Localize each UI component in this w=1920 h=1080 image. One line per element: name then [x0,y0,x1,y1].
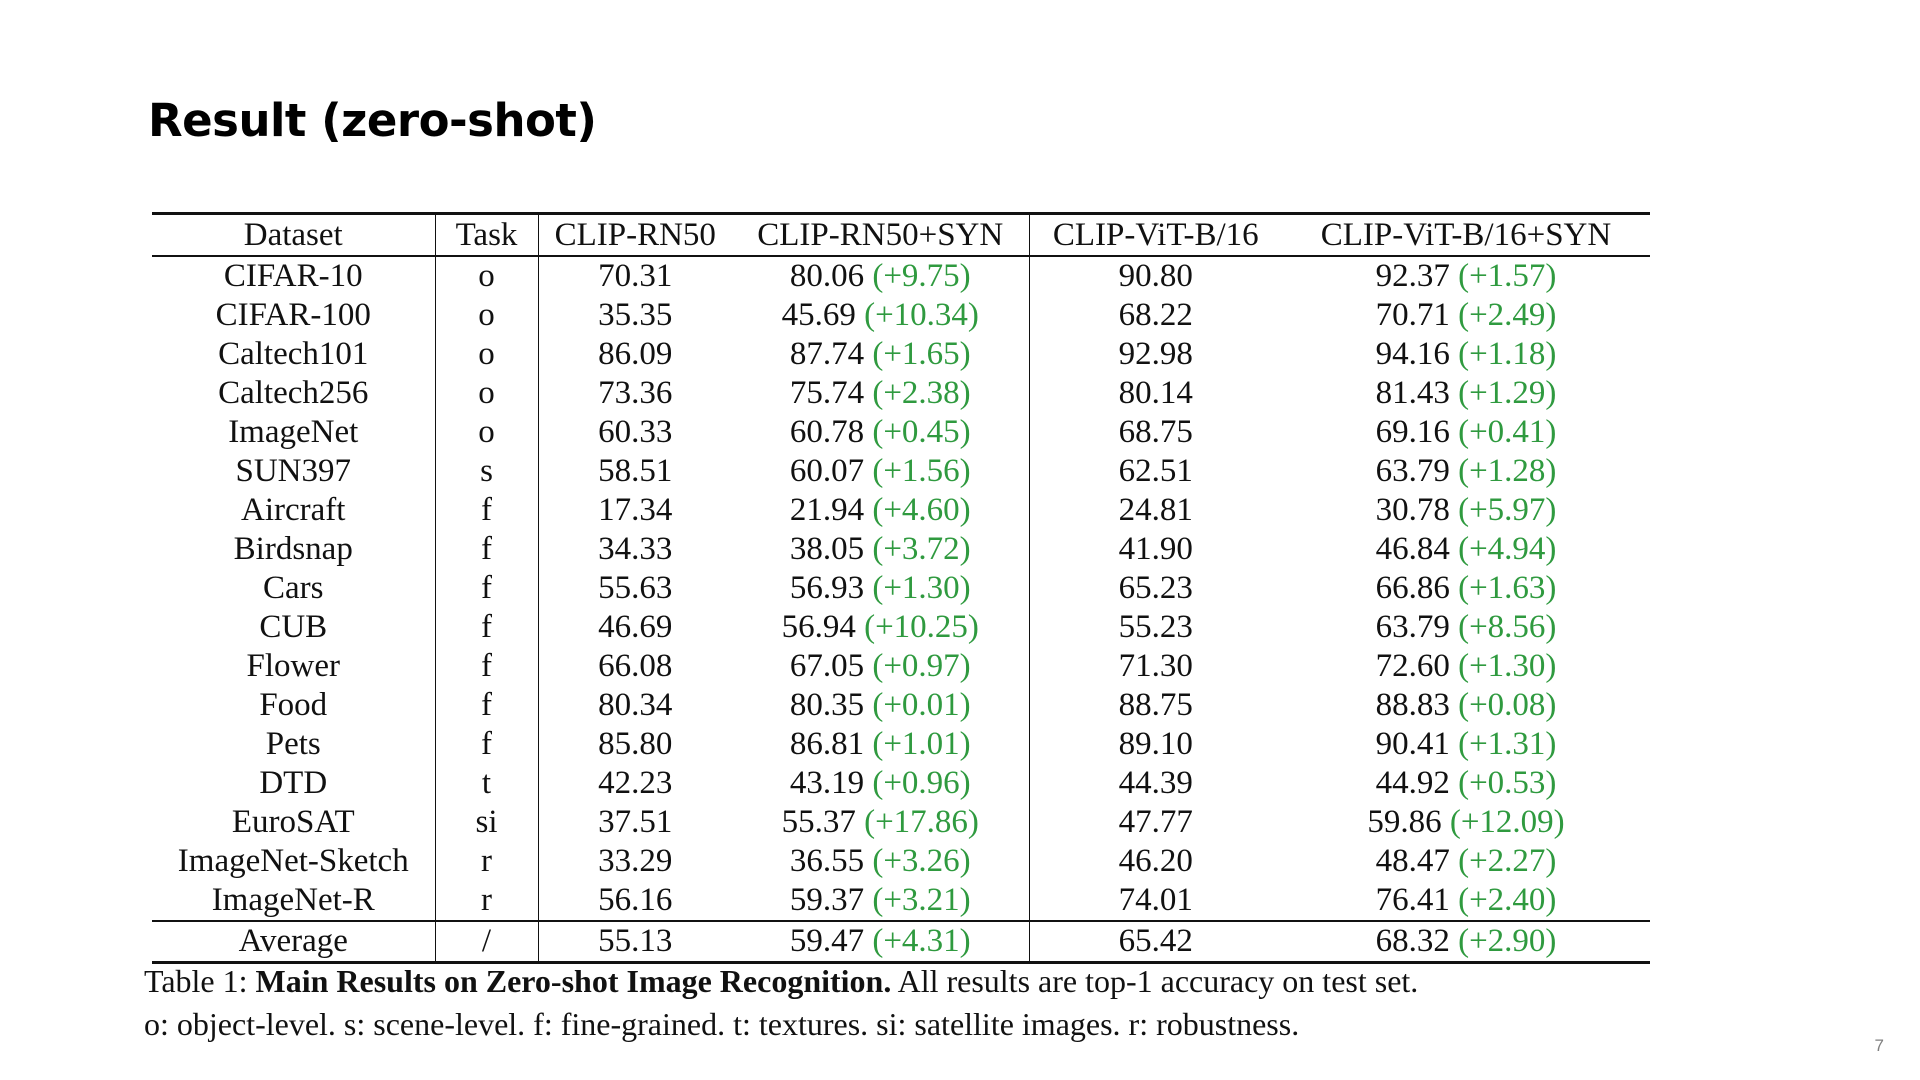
caption-rest: All results are top-1 accuracy on test set. [897,963,1419,999]
header-row [152,214,1650,257]
cell-dataset: Aircraft [152,491,435,530]
delta: (+2.40) [1458,882,1557,918]
cell-clip-rn50-syn [732,569,1029,608]
table-row [152,881,1650,921]
value: 69.16 [1375,414,1450,450]
cell-task: f [435,569,538,608]
value: 36.55 [789,843,865,879]
cell-clip-vit-syn [1282,921,1650,963]
cell-clip-rn50-syn [732,335,1029,374]
cell-clip-vit: 65.42 [1118,923,1193,959]
cell-clip-rn50: 73.36 [598,375,673,411]
cell-clip-vit: 71.30 [1118,648,1193,684]
cell-clip-vit-syn [1282,803,1650,842]
cell-clip-rn50: 86.09 [598,336,673,372]
cell-clip-rn50-syn [732,608,1029,647]
delta: (+0.41) [1458,414,1557,450]
delta: (+8.56) [1458,609,1557,645]
cell-clip-vit-syn [1282,413,1650,452]
delta: (+1.31) [1458,726,1557,762]
cell-clip-vit: 89.10 [1118,726,1193,762]
table-header [152,214,1650,257]
cell-clip-vit: 88.75 [1118,687,1193,723]
cell-clip-rn50-syn [732,764,1029,803]
value: 94.16 [1375,336,1450,372]
value: 59.47 [789,923,865,959]
cell-task: o [435,374,538,413]
delta: (+2.90) [1458,923,1557,959]
value: 59.37 [789,882,865,918]
delta: (+1.29) [1458,375,1557,411]
cell-task: f [435,686,538,725]
delta: (+1.56) [872,453,971,489]
value: 70.71 [1375,297,1450,333]
delta: (+4.94) [1458,531,1557,567]
table-row [152,569,1650,608]
cell-clip-rn50: 35.35 [598,297,673,333]
table-row [152,374,1650,413]
value: 81.43 [1375,375,1450,411]
cell-clip-rn50: 66.08 [598,648,673,684]
table-body [152,256,1650,921]
value: 56.94 [781,609,856,645]
value: 59.86 [1367,804,1442,840]
cell-task: o [435,296,538,335]
header-task: Task [435,214,538,257]
value: 60.07 [789,453,865,489]
delta: (+1.01) [872,726,971,762]
cell-clip-vit-syn [1282,491,1650,530]
table-row [152,296,1650,335]
cell-dataset: Birdsnap [152,530,435,569]
cell-clip-vit-syn [1282,686,1650,725]
delta: (+0.01) [872,687,971,723]
caption-line-1 [144,960,1704,1003]
cell-task: f [435,608,538,647]
value: 21.94 [789,492,865,528]
cell-clip-rn50-syn [732,530,1029,569]
cell-dataset: CIFAR-100 [152,296,435,335]
results-table [152,212,1650,964]
cell-task: r [435,881,538,921]
delta: (+4.60) [872,492,971,528]
delta: (+1.65) [872,336,971,372]
value: 76.41 [1375,882,1450,918]
cell-dataset: SUN397 [152,452,435,491]
cell-clip-rn50-syn [732,452,1029,491]
delta: (+3.26) [872,843,971,879]
cell-clip-rn50-syn [732,647,1029,686]
value: 68.32 [1375,923,1450,959]
cell-clip-vit: 24.81 [1118,492,1193,528]
caption-bold: Main Results on Zero-shot Image Recognition. [255,963,892,999]
table-row [152,256,1650,296]
value: 38.05 [789,531,865,567]
table-row [152,452,1650,491]
cell-clip-vit: 62.51 [1118,453,1193,489]
cell-clip-rn50: 70.31 [598,258,673,294]
value: 60.78 [789,414,865,450]
cell-dataset: ImageNet-Sketch [152,842,435,881]
cell-task: / [435,921,538,963]
table-row [152,413,1650,452]
cell-clip-vit-syn [1282,725,1650,764]
cell-dataset: DTD [152,764,435,803]
cell-clip-vit-syn [1282,296,1650,335]
cell-clip-rn50-syn [732,725,1029,764]
cell-clip-vit: 90.80 [1118,258,1193,294]
cell-dataset: Caltech101 [152,335,435,374]
delta: (+2.49) [1458,297,1557,333]
delta: (+5.97) [1458,492,1557,528]
delta: (+1.28) [1458,453,1557,489]
table-row [152,803,1650,842]
cell-task: o [435,413,538,452]
cell-dataset: Food [152,686,435,725]
cell-task: o [435,256,538,296]
cell-clip-vit: 55.23 [1118,609,1193,645]
delta: (+17.86) [864,804,979,840]
cell-clip-vit: 46.20 [1118,843,1193,879]
delta: (+3.21) [872,882,971,918]
cell-clip-rn50-syn [732,921,1029,963]
table-row [152,608,1650,647]
delta: (+2.38) [872,375,971,411]
header-clip-rn50: CLIP-RN50 [554,216,716,253]
delta: (+0.53) [1458,765,1557,801]
delta: (+10.34) [864,297,979,333]
cell-clip-rn50: 34.33 [598,531,673,567]
delta: (+0.08) [1458,687,1557,723]
cell-clip-vit-syn [1282,764,1650,803]
cell-clip-vit: 74.01 [1118,882,1193,918]
cell-task: t [435,764,538,803]
cell-dataset: ImageNet [152,413,435,452]
delta: (+1.30) [1458,648,1557,684]
delta: (+0.96) [872,765,971,801]
cell-clip-vit-syn [1282,881,1650,921]
cell-task: o [435,335,538,374]
delta: (+1.18) [1458,336,1557,372]
header-clip-vit-syn: CLIP-ViT-B/16+SYN [1320,216,1612,253]
cell-clip-vit-syn [1282,256,1650,296]
value: 92.37 [1375,258,1450,294]
cell-clip-rn50-syn [732,374,1029,413]
value: 63.79 [1375,609,1450,645]
cell-clip-rn50-syn [732,686,1029,725]
cell-clip-vit: 65.23 [1118,570,1193,606]
table-row [152,686,1650,725]
value: 63.79 [1375,453,1450,489]
cell-clip-rn50: 17.34 [598,492,673,528]
cell-clip-rn50-syn [732,881,1029,921]
cell-clip-rn50-syn [732,413,1029,452]
slide-title: Result (zero-shot) [148,94,597,147]
delta: (+12.09) [1449,804,1565,840]
table-row [152,842,1650,881]
page-number: 7 [1874,1036,1884,1055]
cell-dataset: Cars [152,569,435,608]
cell-clip-vit: 68.75 [1118,414,1193,450]
cell-task: r [435,842,538,881]
cell-clip-vit-syn [1282,569,1650,608]
table-caption [144,960,1704,1046]
cell-clip-vit-syn [1282,842,1650,881]
cell-dataset: Pets [152,725,435,764]
delta: (+3.72) [872,531,971,567]
value: 43.19 [789,765,865,801]
cell-clip-vit-syn [1282,608,1650,647]
delta: (+0.45) [872,414,971,450]
cell-clip-vit: 47.77 [1118,804,1193,840]
value: 67.05 [789,648,865,684]
cell-clip-rn50: 80.34 [598,687,673,723]
table-row [152,491,1650,530]
cell-clip-vit-syn [1282,452,1650,491]
cell-dataset: Caltech256 [152,374,435,413]
value: 55.37 [781,804,856,840]
cell-clip-rn50-syn [732,803,1029,842]
value: 90.41 [1375,726,1450,762]
table-row [152,335,1650,374]
cell-task: f [435,530,538,569]
delta: (+1.63) [1458,570,1557,606]
cell-clip-rn50: 37.51 [598,804,673,840]
cell-task: si [435,803,538,842]
value: 87.74 [789,336,865,372]
cell-clip-rn50-syn [732,296,1029,335]
cell-clip-vit: 92.98 [1118,336,1193,372]
caption-line-2: o: object-level. s: scene-level. f: fine-grained. t: textures. si: satellite images. r: robustness. [144,1006,1300,1042]
cell-clip-rn50: 55.13 [598,923,673,959]
results-table-container [152,212,1650,964]
value: 46.84 [1375,531,1450,567]
value: 80.06 [789,258,865,294]
value: 75.74 [789,375,865,411]
cell-clip-rn50: 85.80 [598,726,673,762]
cell-task: f [435,647,538,686]
value: 80.35 [789,687,865,723]
table-row [152,647,1650,686]
value: 30.78 [1375,492,1450,528]
value: 48.47 [1375,843,1450,879]
cell-dataset: ImageNet-R [152,881,435,921]
cell-clip-vit: 41.90 [1118,531,1193,567]
value: 45.69 [781,297,856,333]
table-row [152,530,1650,569]
table-row [152,764,1650,803]
cell-dataset: Flower [152,647,435,686]
table-row [152,725,1650,764]
cell-clip-vit-syn [1282,335,1650,374]
cell-clip-rn50: 60.33 [598,414,673,450]
cell-clip-rn50: 33.29 [598,843,673,879]
cell-clip-rn50: 42.23 [598,765,673,801]
cell-clip-rn50-syn [732,256,1029,296]
cell-task: s [435,452,538,491]
cell-clip-vit-syn [1282,647,1650,686]
delta: (+9.75) [872,258,971,294]
table-footer [152,921,1650,963]
cell-task: f [435,491,538,530]
cell-clip-vit: 68.22 [1118,297,1193,333]
delta: (+10.25) [864,609,979,645]
header-clip-rn50-syn: CLIP-RN50+SYN [732,214,1029,257]
delta: (+1.30) [872,570,971,606]
cell-clip-vit-syn [1282,530,1650,569]
value: 88.83 [1375,687,1450,723]
value: 56.93 [789,570,865,606]
average-row [152,921,1650,963]
delta: (+4.31) [872,923,971,959]
cell-dataset: Average [152,921,435,963]
cell-clip-rn50: 58.51 [598,453,673,489]
cell-clip-rn50-syn [732,491,1029,530]
cell-clip-rn50: 55.63 [598,570,673,606]
value: 44.92 [1375,765,1450,801]
delta: (+0.97) [872,648,971,684]
header-dataset: Dataset [152,214,435,257]
cell-clip-rn50: 56.16 [598,882,673,918]
cell-dataset: EuroSAT [152,803,435,842]
cell-clip-vit-syn [1282,374,1650,413]
value: 72.60 [1375,648,1450,684]
cell-clip-vit: 80.14 [1118,375,1193,411]
delta: (+1.57) [1458,258,1557,294]
cell-dataset: CUB [152,608,435,647]
caption-label: Table 1: [144,963,248,999]
value: 86.81 [789,726,865,762]
cell-dataset: CIFAR-10 [152,256,435,296]
cell-task: f [435,725,538,764]
cell-clip-vit: 44.39 [1118,765,1193,801]
cell-clip-rn50-syn [732,842,1029,881]
value: 66.86 [1375,570,1450,606]
delta: (+2.27) [1458,843,1557,879]
cell-clip-rn50: 46.69 [598,609,673,645]
header-clip-vit: CLIP-ViT-B/16 [1052,216,1259,253]
